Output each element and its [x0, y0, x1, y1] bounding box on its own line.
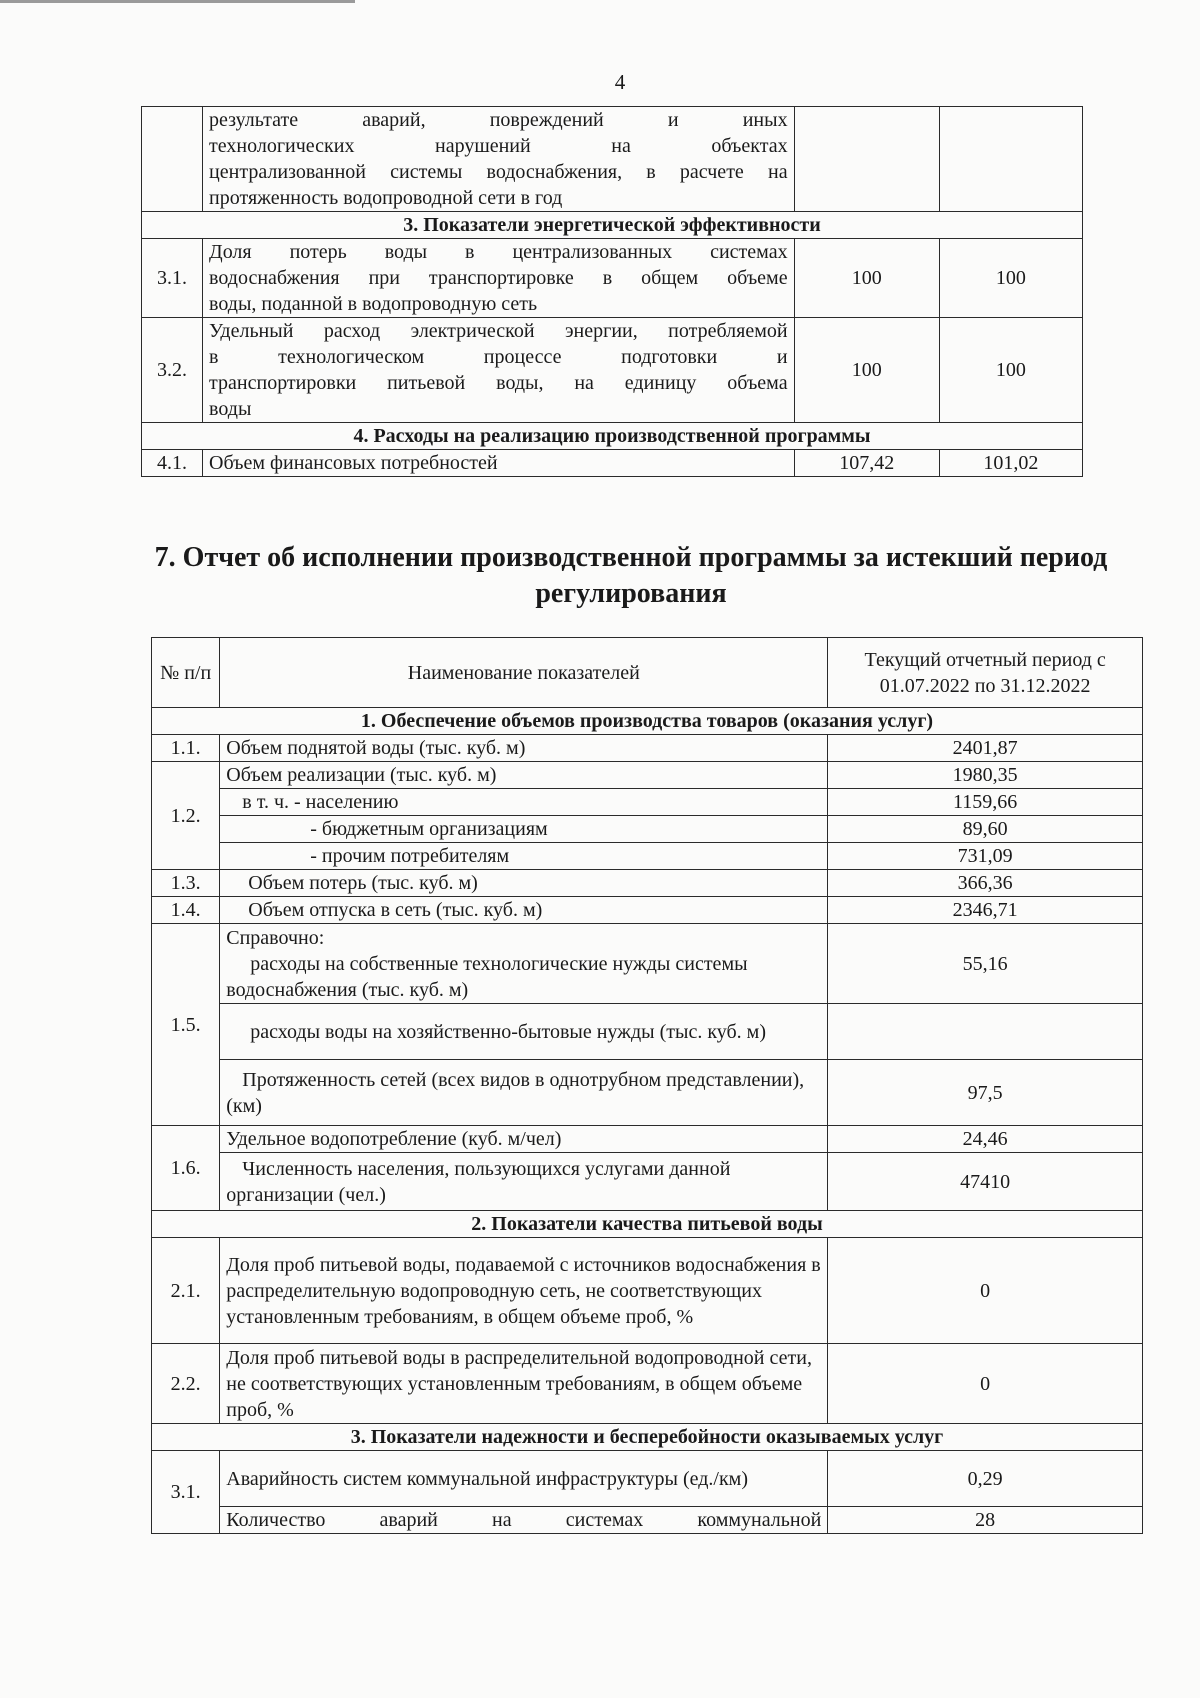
row-value: 28	[828, 1507, 1143, 1534]
row-value: 2346,71	[828, 897, 1143, 924]
row-name: Аварийность систем коммунальной инфраструктуры (ед./км)	[220, 1451, 828, 1507]
row-num: 3.1.	[152, 1451, 220, 1534]
row-value	[828, 1004, 1143, 1060]
row-name	[203, 239, 795, 318]
row-name: Доля проб питьевой воды, подаваемой с источников водоснабжения в распределительную водопроводную сеть, не соответствующих установленным требованиям, в общем объеме проб, %	[220, 1238, 828, 1344]
table-row	[152, 924, 1143, 1004]
row-value: 1980,35	[828, 762, 1143, 789]
table-row	[152, 789, 1143, 816]
row-name-line: водоснабжения при транспортировке в общем объеме	[209, 267, 788, 289]
row-value: 47410	[828, 1153, 1143, 1211]
section-row	[152, 1424, 1143, 1451]
row-name: - бюджетным организациям	[220, 816, 828, 843]
row-name-line: транспортировки питьевой воды, на единицу объема	[209, 372, 788, 394]
row-name-line: в технологическом процессе подготовки и	[209, 346, 788, 368]
row-value-actual: 101,02	[939, 450, 1082, 477]
row-num: 1.2.	[152, 762, 220, 870]
row-value-actual: 100	[939, 318, 1082, 423]
table-row	[152, 1153, 1143, 1211]
row-num: 2.1.	[152, 1238, 220, 1344]
row-value-plan	[794, 107, 939, 212]
row-name: расходы воды на хозяйственно-бытовые нужды (тыс. куб. м)	[220, 1004, 828, 1060]
row-name	[203, 450, 795, 477]
row-name: Доля проб питьевой воды в распределительной водопроводной сети, не соответствующих установленным требованиям, в общем объеме проб, %	[220, 1344, 828, 1424]
section-title: 3. Показатели надежности и бесперебойности оказываемых услуг	[152, 1424, 1143, 1451]
table-row	[142, 239, 1083, 318]
row-value-plan: 100	[794, 239, 939, 318]
table-row	[142, 107, 1083, 212]
row-num	[142, 107, 203, 212]
table-row	[152, 735, 1143, 762]
section-row	[142, 423, 1083, 450]
row-value: 0	[828, 1238, 1143, 1344]
scan-edge-mark	[0, 0, 355, 3]
row-value: 2401,87	[828, 735, 1143, 762]
row-num: 3.1.	[142, 239, 203, 318]
table-row	[152, 1344, 1143, 1424]
section-title: 3. Показатели энергетической эффективности	[142, 212, 1083, 239]
row-name	[203, 318, 795, 423]
row-value-actual: 100	[939, 239, 1082, 318]
row-value-plan: 100	[794, 318, 939, 423]
row-name-line: воды	[209, 398, 252, 420]
table-row	[152, 1060, 1143, 1126]
row-name: Объем поднятой воды (тыс. куб. м)	[220, 735, 828, 762]
table-row	[152, 843, 1143, 870]
row-name-line: технологических нарушений на объектах	[209, 135, 788, 157]
row-name-line: Объем финансовых потребностей	[209, 452, 498, 474]
header-period: Текущий отчетный период с 01.07.2022 по 31.12.2022	[828, 638, 1143, 708]
row-name-line: Доля потерь воды в централизованных системах	[209, 241, 788, 263]
row-num: 1.3.	[152, 870, 220, 897]
table-row	[152, 1507, 1143, 1534]
row-value: 89,60	[828, 816, 1143, 843]
row-num: 1.4.	[152, 897, 220, 924]
row-num: 2.2.	[152, 1344, 220, 1424]
table-row	[152, 1238, 1143, 1344]
row-name: Объем реализации (тыс. куб. м)	[220, 762, 828, 789]
table-row	[152, 816, 1143, 843]
row-value: 366,36	[828, 870, 1143, 897]
row-value: 0	[828, 1344, 1143, 1424]
section-title: 2. Показатели качества питьевой воды	[152, 1211, 1143, 1238]
section-title: 4. Расходы на реализацию производственной программы	[142, 423, 1083, 450]
section-row	[152, 708, 1143, 735]
section-row	[152, 1211, 1143, 1238]
row-value: 55,16	[828, 924, 1143, 1004]
row-name	[220, 924, 828, 1004]
row-name-line: Удельный расход электрической энергии, потребляемой	[209, 320, 788, 342]
section-title: 1. Обеспечение объемов производства товаров (оказания услуг)	[152, 708, 1143, 735]
row-value: 97,5	[828, 1060, 1143, 1126]
row-name	[203, 107, 795, 212]
header-name: Наименование показателей	[220, 638, 828, 708]
row-num: 1.1.	[152, 735, 220, 762]
table-row	[152, 762, 1143, 789]
table-row	[152, 1451, 1143, 1507]
table-report	[151, 637, 1143, 1534]
row-name: Количество аварий на системах коммунальной	[220, 1507, 828, 1534]
row-num: 3.2.	[142, 318, 203, 423]
row-name: в т. ч. - населению	[220, 789, 828, 816]
row-name-line: протяженность водопроводной сети в год	[209, 187, 563, 209]
table-row	[142, 450, 1083, 477]
row-num: 1.6.	[152, 1126, 220, 1211]
reference-text: расходы на собственные технологические нужды системы водоснабжения (тыс. куб. м)	[226, 952, 748, 1001]
section-heading: 7. Отчет об исполнении производственной программы за истекший период регулирования	[154, 542, 1108, 609]
row-name: Численность населения, пользующихся услугами данной организации (чел.)	[220, 1153, 828, 1211]
table-header-row	[152, 638, 1143, 708]
row-num: 4.1.	[142, 450, 203, 477]
row-name: Объем потерь (тыс. куб. м)	[220, 870, 828, 897]
row-value-actual	[939, 107, 1082, 212]
table-top	[141, 106, 1083, 477]
table-row	[152, 1126, 1143, 1153]
reference-label: Справочно:	[226, 926, 325, 949]
row-value-plan: 107,42	[794, 450, 939, 477]
row-name-line: результате аварий, повреждений и иных	[209, 109, 788, 131]
row-name-line: централизованной системы водоснабжения, в расчете на	[209, 161, 788, 183]
row-name: Протяженность сетей (всех видов в однотрубном представлении), (км)	[220, 1060, 828, 1126]
table-row	[152, 1004, 1143, 1060]
table-row	[142, 318, 1083, 423]
row-value: 1159,66	[828, 789, 1143, 816]
header-num: № п/п	[152, 638, 220, 708]
row-value: 731,09	[828, 843, 1143, 870]
row-name-line: воды, поданной в водопроводную сеть	[209, 293, 538, 315]
table-row	[152, 870, 1143, 897]
section-row	[142, 212, 1083, 239]
row-name: Объем отпуска в сеть (тыс. куб. м)	[220, 897, 828, 924]
page-number: 4	[614, 70, 626, 94]
row-name: - прочим потребителям	[220, 843, 828, 870]
row-num: 1.5.	[152, 924, 220, 1126]
row-name: Удельное водопотребление (куб. м/чел)	[220, 1126, 828, 1153]
row-value: 24,46	[828, 1126, 1143, 1153]
row-value: 0,29	[828, 1451, 1143, 1507]
table-row	[152, 897, 1143, 924]
